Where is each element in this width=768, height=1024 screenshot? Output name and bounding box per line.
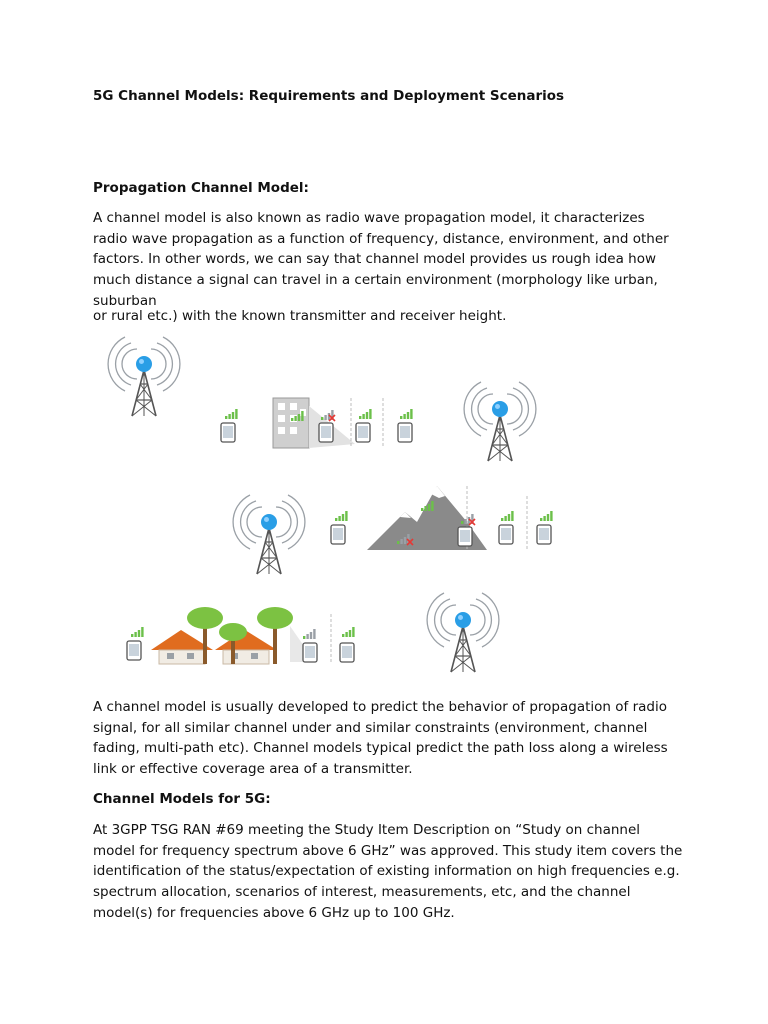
document-title: 5G Channel Models: Requirements and Deployment Scenarios [93,88,565,104]
signal-bars-icon [225,409,238,419]
signal-bars-icon [501,511,514,521]
mobile-phone-icon [221,423,235,442]
paragraph-propagation-continued: or rural etc.) with the known transmitter and receiver height. [93,308,507,324]
signal-bars-icon [131,627,144,637]
paragraph-channel-model-usage: A channel model is usually developed to predict the behavior of propagation of radio signal, for all similar channel under and similar constraints (environment, channel fading, multi-path etc). Channel models typical predict the path loss along a wireless link or effective coverage area of a transmitter. [93,699,668,778]
mobile-phone-icon [319,423,333,442]
propagation-scenarios-figure [95,336,575,686]
mobile-phone-icon [127,641,141,660]
mobile-phone-icon [398,423,412,442]
cell-tower-icon [464,382,536,461]
cell-tower-icon [108,337,180,416]
mobile-phone-icon [331,525,345,544]
signal-bars-icon [359,409,372,419]
paragraph-propagation-intro: A channel model is also known as radio wave propagation model, it characterizes radio wave propagation as a function of frequency, distance, environment, and other factors. In other words, we can say that channel model provides us rough idea how much distance a signal can travel in a certain environment (morphology like urban, suburban [93,210,669,309]
mobile-phone-icon [537,525,551,544]
mobile-phone-icon [340,643,354,662]
signal-bars-icon [335,511,348,521]
mobile-phone-icon [356,423,370,442]
paragraph-3gpp-study-item: At 3GPP TSG RAN #69 meeting the Study Item Description on “Study on channel model for frequency spectrum above 6 GHz” was approved. This study item covers the identification of the status/expectation of existing information on high frequencies e.g. spectrum allocation, scenarios of interest, measurements, etc, and the channel model(s) for frequencies above 6 GHz up to 100 GHz. [93,822,683,921]
signal-bars-icon [540,511,553,521]
building-icon [273,398,355,448]
section-heading-propagation: Propagation Channel Model: [93,180,309,196]
signal-bars-icon [342,627,355,637]
cell-tower-icon [233,495,305,574]
cell-tower-icon [427,593,499,672]
mobile-phone-icon [499,525,513,544]
mobile-phone-icon [303,643,317,662]
signal-bars-icon [400,409,413,419]
mobile-phone-icon [458,527,472,546]
signal-bars-icon [303,629,316,639]
section-heading-5g-channel-models: Channel Models for 5G: [93,791,271,807]
